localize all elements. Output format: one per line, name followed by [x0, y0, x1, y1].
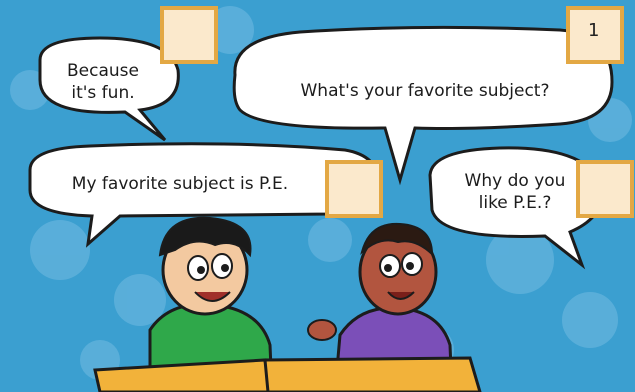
bubble-text-favorite-question: What's your favorite subject? — [300, 81, 550, 101]
answer-box-1-number: 1 — [588, 20, 600, 41]
desk-right — [265, 358, 480, 392]
bubble-text-why: Why do you like P.E.? — [464, 171, 566, 213]
bubble-text-because: Because it's fun. — [67, 61, 139, 103]
answer-box-favorite-answer — [325, 160, 383, 218]
answer-box-because — [160, 6, 218, 64]
bubble-text-favorite-answer: My favorite subject is P.E. — [71, 174, 289, 194]
